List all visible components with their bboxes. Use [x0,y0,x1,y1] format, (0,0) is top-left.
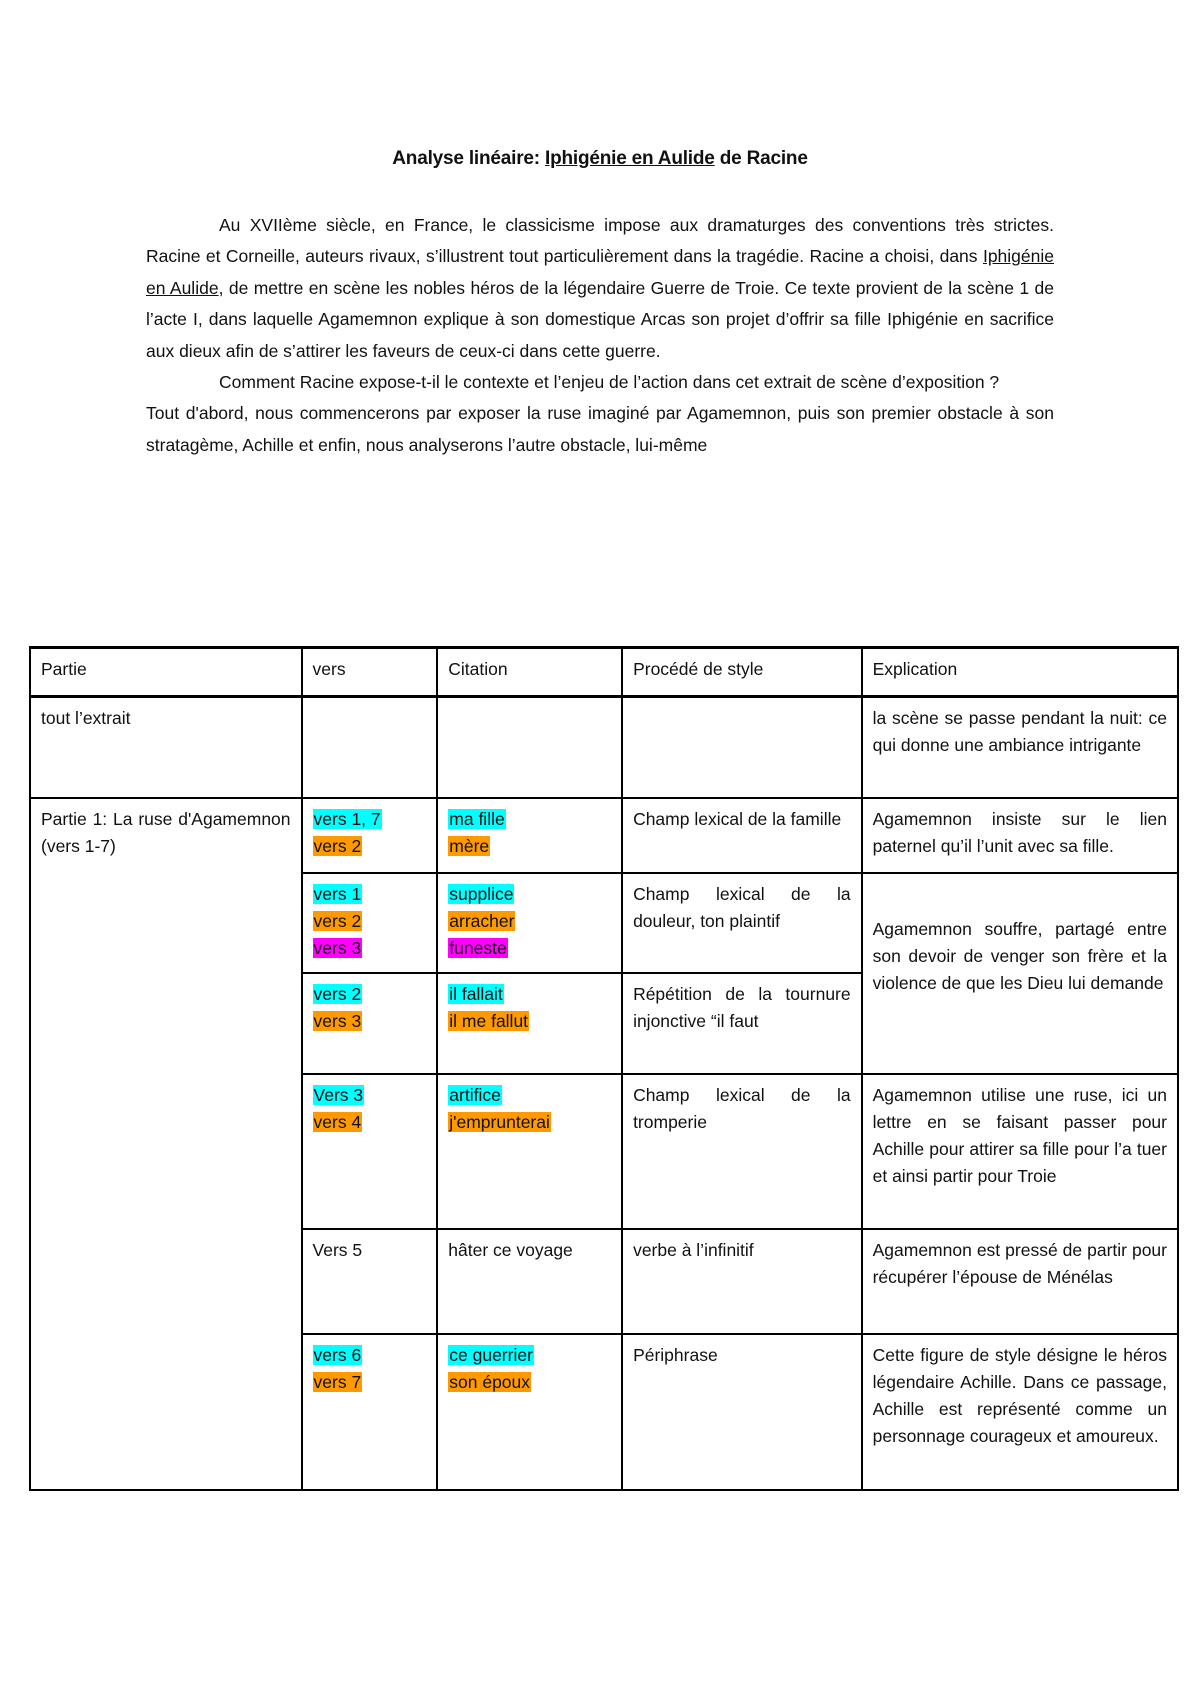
cell-procede: Répétition de la tournure injonctive “il faut [622,973,862,1074]
cell-citation [437,873,622,973]
introduction [146,210,1054,461]
cell-vers [302,798,438,873]
cell-procede: Périphrase [622,1334,862,1490]
highlight-cyan: vers 1 [313,883,362,904]
intro-work-title: Iphigénie en Aulide [146,246,1054,298]
cell-procede: Champ lexical de la tromperie [622,1074,862,1229]
intro-paragraph-context [146,210,1054,367]
header-vers: vers [302,648,438,697]
cell-procede: Champ lexical de la famille [622,798,862,873]
highlight-cyan: vers 6 [313,1344,362,1365]
highlight-orange: il me fallut [449,1010,529,1031]
cell-vers: Vers 5 [302,1229,438,1334]
highlight-orange: vers 2 [313,835,362,856]
table-header-row [30,648,1178,697]
analysis-table [29,646,1179,1491]
highlight-cyan: ce guerrier [449,1344,533,1365]
highlight-orange: mère [449,835,490,856]
cell-explication: la scène se passe pendant la nuit: ce qui donne une ambiance intrigante [862,697,1178,798]
cell-explication: Cette figure de style désigne le héros légendaire Achille. Dans ce passage, Achille est représenté comme un personnage courageux et amoureux. [862,1334,1178,1490]
title-work: Iphigénie en Aulide [544,148,715,169]
highlight-orange: vers 7 [313,1371,362,1392]
highlight-cyan: supplice [449,883,514,904]
cell-citation [437,1074,622,1229]
cell-explication: Agamemnon est pressé de partir pour récupérer l’épouse de Ménélas [862,1229,1178,1334]
cell-explication [862,873,1178,1074]
cell-explication: Agamemnon insiste sur le lien paternel qu’il l’unit avec sa fille. [862,798,1178,873]
highlight-orange: vers 3 [313,1010,362,1031]
cell-partie-1: Partie 1: La ruse d'Agamemnon (vers 1-7) [30,798,302,1490]
header-explication: Explication [862,648,1178,697]
cell-partie: tout l’extrait [30,697,302,798]
cell-procede: Champ lexical de la douleur, ton plaintif [622,873,862,973]
highlight-cyan: artifice [449,1084,501,1105]
highlight-cyan: ma fille [449,808,505,829]
cell-vers [302,1334,438,1490]
cell-vers [302,973,438,1074]
header-citation: Citation [437,648,622,697]
intro-text: Au XVIIème siècle, en France, le classicisme impose aux dramaturges des conventions très strictes. Racine et Corneille, auteurs rivaux, s’illustrent tout particulièrement dans la tragédie. Racine a choisi, dans [146,215,1054,267]
title-suffix: de Racine [714,148,808,169]
intro-text-end: , de mettre en scène les nobles héros de la légendaire Guerre de Troie. Ce texte provient de la scène 1 de l’acte I, dans laquelle Agamemnon explique à son domestique Arcas son projet d’offrir sa fille Iphigénie en sacrifice aux dieux afin de s’attirer les faveurs de ceux-ci dans cette guerre. [146,277,1054,361]
highlight-magenta: funeste [449,937,507,958]
highlight-cyan: vers 2 [313,983,362,1004]
intro-problematique: Comment Racine expose-t-il le contexte et l’enjeu de l’action dans cet extrait de scène d’exposition ? [219,372,1000,393]
highlight-orange: vers 2 [313,910,362,931]
cell-citation [437,798,622,873]
document-title [0,148,1200,170]
cell-procede [622,697,862,798]
cell-vers [302,873,438,973]
cell-citation [437,1334,622,1490]
cell-explication: Agamemnon utilise une ruse, ici un lettre en se faisant passer pour Achille pour attirer sa fille pour l’a tuer et ainsi partir pour Troie [862,1074,1178,1229]
highlight-orange: son époux [449,1371,531,1392]
cell-citation [437,973,622,1074]
cell-procede: verbe à l’infinitif [622,1229,862,1334]
highlight-cyan: Vers 3 [313,1084,364,1105]
table-row [30,798,1178,873]
header-partie: Partie [30,648,302,697]
cell-citation: hâter ce voyage [437,1229,622,1334]
cell-vers [302,697,438,798]
highlight-magenta: vers 3 [313,937,362,958]
explication-text: Agamemnon souffre, partagé entre son devoir de venger son frère et la violence de que les Dieu lui demande [872,919,1167,993]
title-prefix: Analyse linéaire: [392,148,545,169]
highlight-orange: arracher [449,910,515,931]
table-row [30,697,1178,798]
intro-plan: Tout d'abord, nous commencerons par exposer la ruse imaginé par Agamemnon, puis son premier obstacle à son stratagème, Achille et enfin, nous analyserons l’autre obstacle, lui-même [146,403,1054,455]
highlight-cyan: vers 1, 7 [313,808,381,829]
highlight-orange: j'emprunterai [449,1111,550,1132]
highlight-cyan: il fallait [449,983,503,1004]
header-procede: Procédé de style [622,648,862,697]
cell-vers [302,1074,438,1229]
highlight-orange: vers 4 [313,1111,362,1132]
cell-citation [437,697,622,798]
